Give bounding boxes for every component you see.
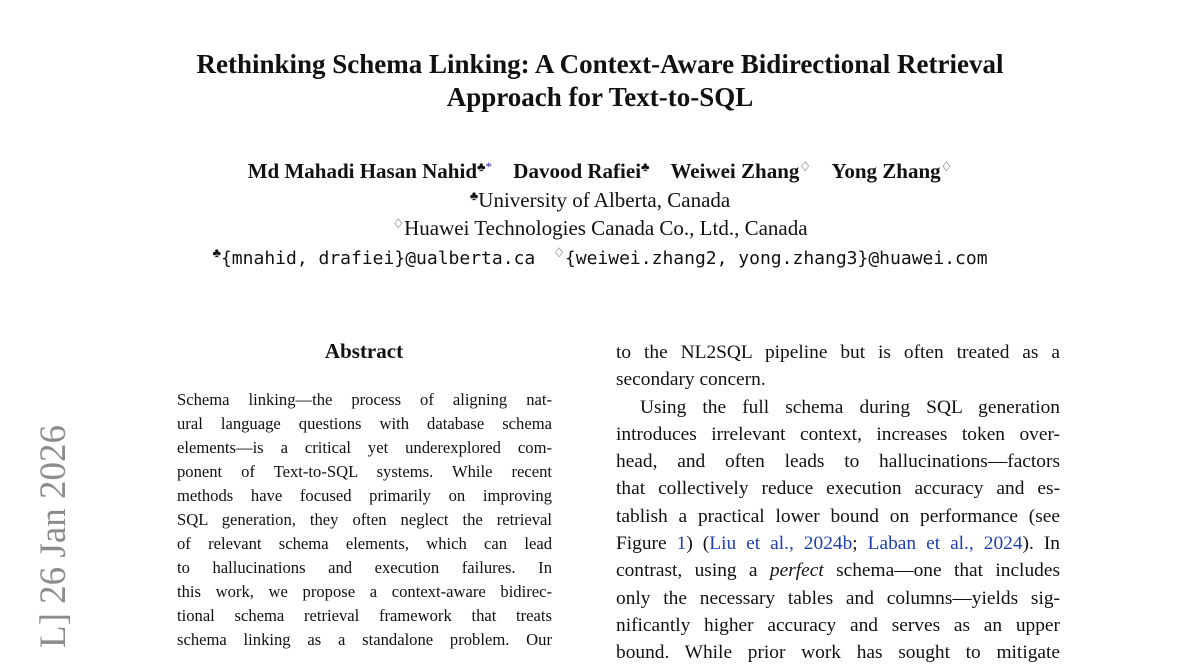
abstract-line: tional schema retrieval framework that treats [177,606,552,625]
body-line: Using the full schema during SQL generation [640,396,1060,418]
email-line [0,240,1200,272]
body-line: nificantly higher accuracy and serves as an upper [616,614,1060,636]
abstract-line: elements—is a critical yet underexplored com- [177,438,552,457]
intro-body [616,339,1060,667]
abstract-line: to hallucinations and execution failures. In [177,558,552,577]
affiliation-mark: ♣ [477,159,486,174]
citation-link[interactable]: Laban et al., 2024 [867,533,1023,555]
body-text: ). In [1022,533,1060,555]
affiliation-mark: ♢ [940,159,953,174]
author-name: Yong Zhang [831,159,941,183]
citation-link[interactable]: Liu et al., 2024b [709,533,853,555]
affiliation-mark: ♣ [469,188,479,203]
abstract-line: ural language questions with database schema [177,414,552,433]
author-name: Md Mahadi Hasan Nahid [247,159,477,183]
body-text: contrast, using a [616,560,770,582]
body-line: secondary concern. [616,369,766,391]
abstract-heading: Abstract [324,339,404,363]
body-text: ) ( [686,533,710,555]
abstract-line: SQL generation, they often neglect the retrieval [177,510,552,529]
title-line-1: Rethinking Schema Linking: A Context-Aware Bidirectional Retrieval [196,49,1004,79]
email-group: {weiwei.zhang2, yong.zhang3}@huawei.com [564,248,988,269]
abstract-line: schema linking as a standalone problem. Our [177,630,552,649]
body-line: bound. While prior work has sought to mitigate [616,642,1060,664]
paper-title [0,48,1200,114]
abstract-line: this work, we propose a context-aware bidirec- [177,582,552,601]
footnote-link[interactable]: * [485,159,493,174]
affiliation-mark: ♢ [799,159,812,174]
body-line: introduces irrelevant context, increases token over- [616,423,1060,445]
body-line: head, and often leads to hallucinations—factors [616,451,1060,473]
affiliation-mark: ♣ [641,159,650,174]
abstract-line: of relevant schema elements, which can lead [177,534,552,553]
emphasis-text: perfect [769,560,824,582]
affiliation [0,183,1200,213]
figure-ref-link[interactable]: 1 [676,533,687,555]
affiliation-mark: ♢ [392,216,405,231]
arxiv-stamp: L] 26 Jan 2026 [33,425,74,648]
affiliation-mark: ♢ [553,245,565,260]
abstract-line: Schema linking—the process of aligning nat- [177,390,552,409]
affiliation [0,211,1200,241]
author-list [0,154,1200,184]
body-line [616,530,1060,557]
affiliation-text: University of Alberta, Canada [478,188,731,212]
affiliation-mark: ♣ [212,245,221,260]
body-text: schema—one that includes [823,560,1060,582]
author-name: Davood Rafiei [513,159,642,183]
body-line [616,557,1060,584]
author-name: Weiwei Zhang [670,159,800,183]
abstract-line: ponent of Text-to-SQL systems. While recent [177,462,552,481]
affiliation-text: Huawei Technologies Canada Co., Ltd., Canada [404,216,808,240]
abstract-body [177,388,552,652]
abstract-line: methods have focused primarily on improving [177,486,552,505]
title-line-2: Approach for Text-to-SQL [446,82,754,112]
body-text: Figure [616,533,677,555]
body-line: that collectively reduce execution accuracy and es- [616,478,1060,500]
body-line: only the necessary tables and columns—yields sig- [616,587,1060,609]
body-line: tablish a practical lower bound on performance (see [616,505,1060,527]
email-group: {mnahid, drafiei}@ualberta.ca [220,248,536,269]
body-line: to the NL2SQL pipeline but is often treated as a [616,342,1060,363]
body-text: ; [852,533,868,555]
